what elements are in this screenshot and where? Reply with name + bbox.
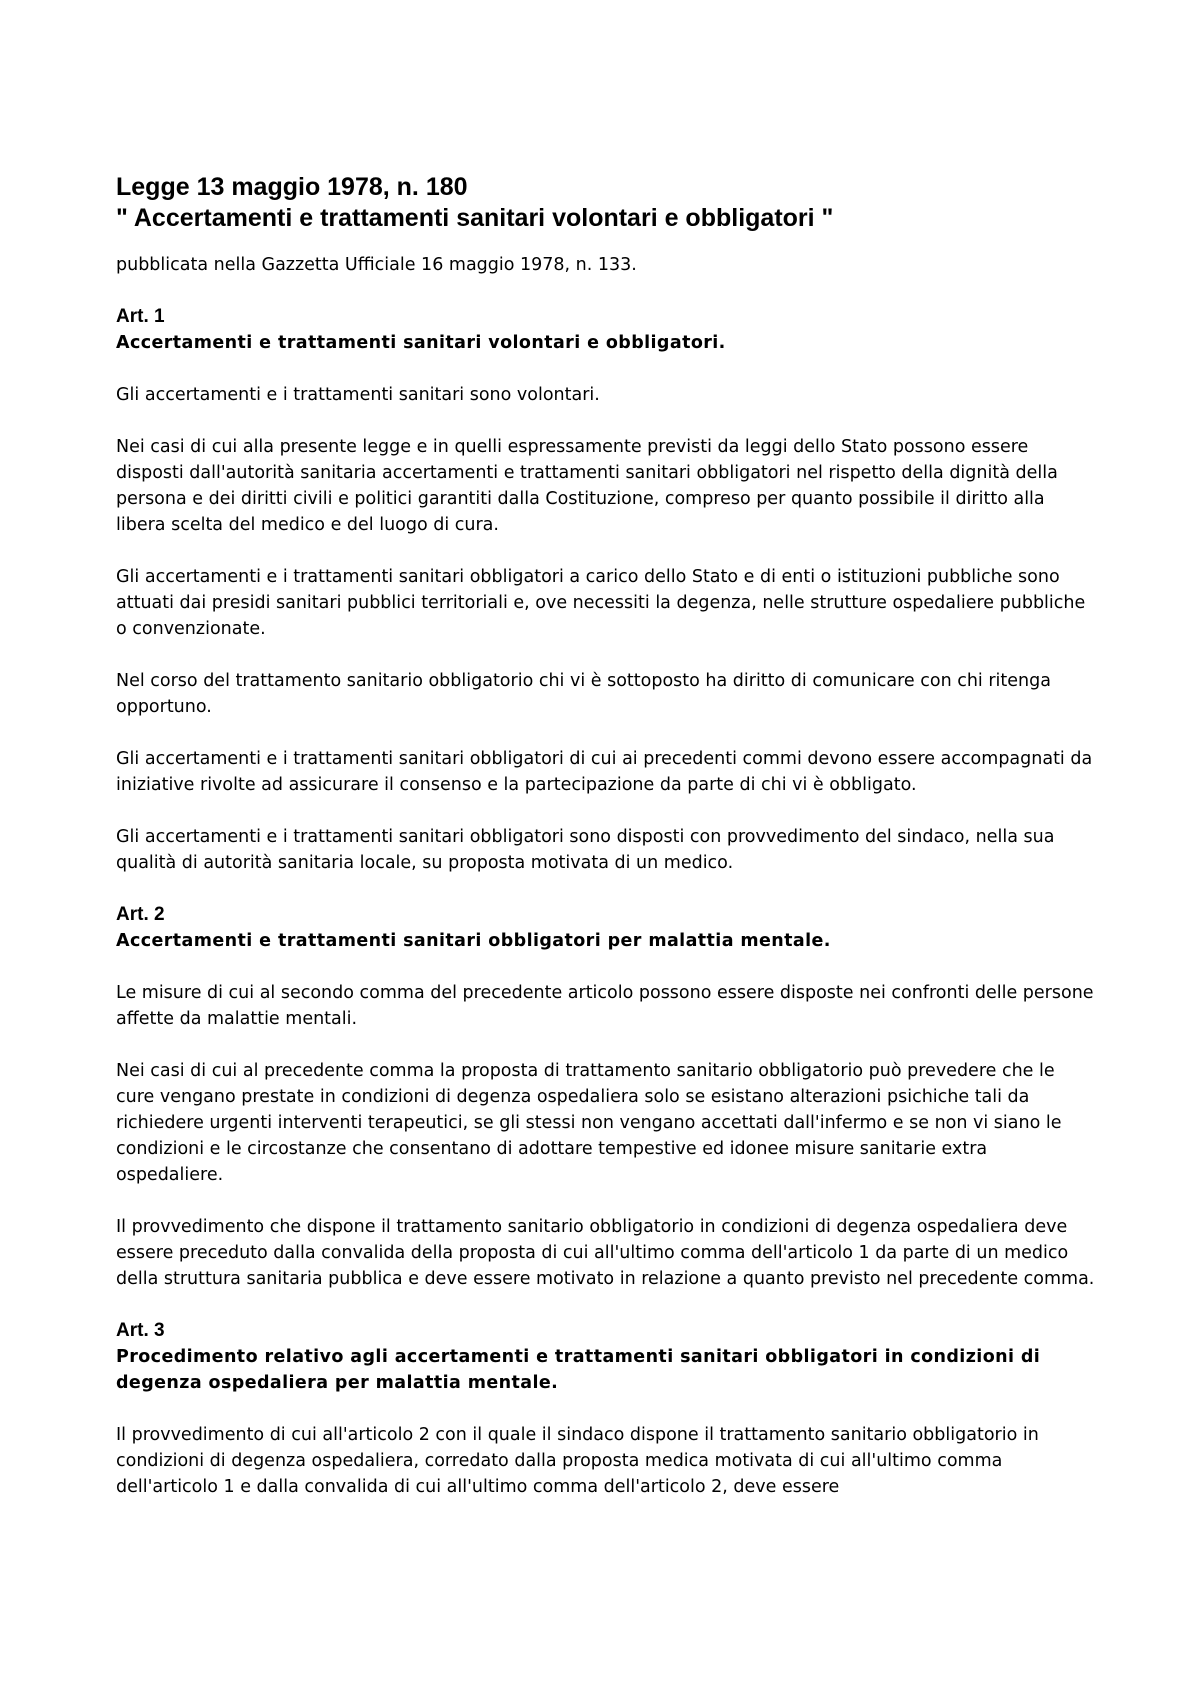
article-paragraph: Gli accertamenti e i trattamenti sanitari sono volontari. [116, 385, 600, 405]
document-title [116, 172, 1096, 234]
article-paragraph: Gli accertamenti e i trattamenti sanitari obbligatori a carico dello Stato e di enti o istituzioni pubbliche sono attuati dai presidi sanitari pubblici territoriali e, ove necessiti la degenza, nelle strutture ospedaliere pubbliche o convenzionate. [116, 567, 1086, 639]
article-number: Art. 2 [116, 904, 165, 925]
article-title: Accertamenti e trattamenti sanitari volontari e obbligatori. [116, 333, 726, 353]
publication-note: pubblicata nella Gazzetta Ufficiale 16 maggio 1978, n. 133. [116, 255, 637, 275]
article-title: Procedimento relativo agli accertamenti e trattamenti sanitari obbligatori in condizioni di degenza ospedaliera per malattia mentale. [116, 1347, 1041, 1393]
article-paragraph: Il provvedimento che dispone il trattamento sanitario obbligatorio in condizioni di degenza ospedaliera deve essere preceduto dalla convalida della proposta di cui all'ultimo comma dell'articolo 1 da parte di un medico della struttura sanitaria pubblica e deve essere motivato in relazione a quanto previsto nel precedente comma. [116, 1217, 1095, 1289]
article-1 [116, 304, 1096, 876]
title-line-1: Legge 13 maggio 1978, n. 180 [116, 173, 468, 201]
title-line-2: " Accertamenti e trattamenti sanitari volontari e obbligatori " [116, 204, 834, 232]
article-paragraph: Gli accertamenti e i trattamenti sanitari obbligatori di cui ai precedenti commi devono essere accompagnati da iniziative rivolte ad assicurare il consenso e la partecipazione da parte di chi vi è obbligato. [116, 749, 1093, 795]
article-paragraph: Nei casi di cui al precedente comma la proposta di trattamento sanitario obbligatorio può prevedere che le cure vengano prestate in condizioni di degenza ospedaliera solo se esistano alterazioni psichiche tali da richiedere urgenti interventi terapeutici, se gli stessi non vengano accettati dall'infermo e se non vi siano le condizioni e le circostanze che consentano di adottare tempestive ed idonee misure sanitarie extra ospedaliere. [116, 1061, 1062, 1185]
article-paragraph: Nei casi di cui alla presente legge e in quelli espressamente previsti da leggi dello Stato possono essere disposti dall'autorità sanitaria accertamenti e trattamenti sanitari obbligatori nel rispetto della dignità della persona e dei diritti civili e politici garantiti dalla Costituzione, compreso per quanto possibile il diritto alla libera scelta del medico e del luogo di cura. [116, 437, 1058, 535]
article-paragraph: Il provvedimento di cui all'articolo 2 con il quale il sindaco dispone il trattamento sanitario obbligatorio in condizioni di degenza ospedaliera, corredato dalla proposta medica motivata di cui all'ultimo comma dell'articolo 1 e dalla convalida di cui all'ultimo comma dell'articolo 2, deve essere [116, 1425, 1039, 1497]
article-3 [116, 1318, 1096, 1500]
article-number: Art. 3 [116, 1320, 165, 1341]
document-page [116, 172, 1096, 1500]
article-number: Art. 1 [116, 306, 165, 327]
article-title: Accertamenti e trattamenti sanitari obbligatori per malattia mentale. [116, 931, 831, 951]
article-paragraph: Gli accertamenti e i trattamenti sanitari obbligatori sono disposti con provvedimento del sindaco, nella sua qualità di autorità sanitaria locale, su proposta motivata di un medico. [116, 827, 1055, 873]
article-2 [116, 902, 1096, 1292]
article-paragraph: Le misure di cui al secondo comma del precedente articolo possono essere disposte nei confronti delle persone affette da malattie mentali. [116, 983, 1094, 1029]
article-paragraph: Nel corso del trattamento sanitario obbligatorio chi vi è sottoposto ha diritto di comunicare con chi ritenga opportuno. [116, 671, 1051, 717]
